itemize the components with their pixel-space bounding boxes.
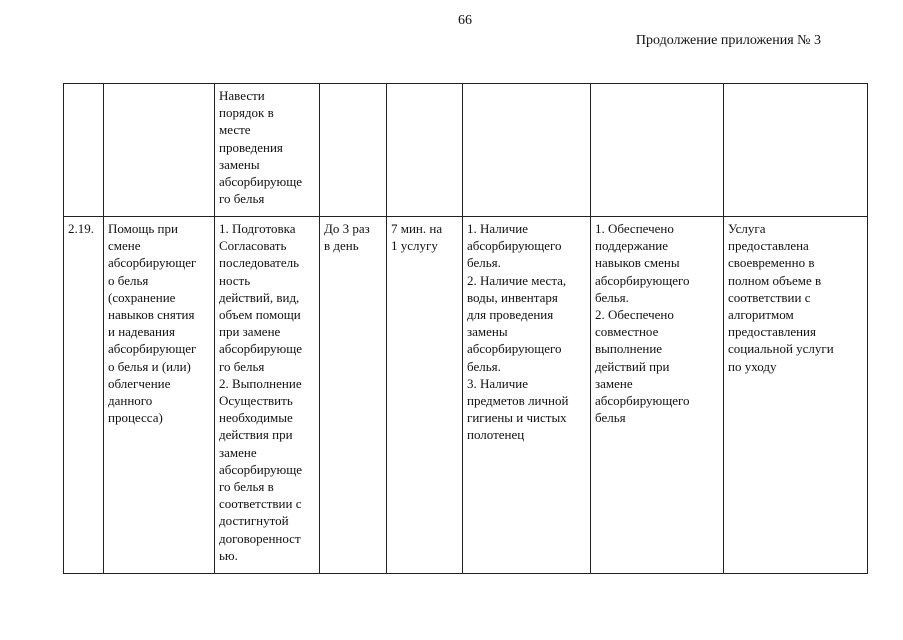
appendix-continuation-note: Продолжение приложения № 3 [635,33,821,48]
table-cell [387,84,463,217]
service-table [63,83,868,574]
table-row [64,217,868,574]
page-number: 66 [458,13,472,28]
table-row [64,84,868,217]
table-cell [463,84,591,217]
table-cell [320,84,387,217]
table-cell [64,84,104,217]
results-cell: 1. Обеспечено поддержание навыков смены абсорбирующего белья. 2. Обеспечено совместное выполнение действий при замене абсорбирующего белья [591,217,724,574]
row-number-cell: 2.19. [64,217,104,574]
table-cell [104,84,215,217]
actions-cell: 1. Подготовка Согласовать последователь ность действий, вид, объем помощи при замене абсорбирующе го белья 2. Выполнение Осуществить необходимые действия при замене абсорбирующе го белья в соответствии с достигнутой договоренност ью. [215,217,320,574]
evaluation-cell: Услуга предоставлена своевременно в полном объеме в соответствии с алгоритмом предоставления социальной услуги по уходу [724,217,868,574]
duration-cell: 7 мин. на 1 услугу [387,217,463,574]
table-cell [591,84,724,217]
table-cell: Навести порядок в месте проведения замены абсорбирующе го белья [215,84,320,217]
conditions-cell: 1. Наличие абсорбирующего белья. 2. Наличие места, воды, инвентаря для проведения замены абсорбирующего белья. 3. Наличие предметов личной гигиены и чистых полотенец [463,217,591,574]
table-cell [724,84,868,217]
frequency-cell: До 3 раз в день [320,217,387,574]
service-name-cell: Помощь при смене абсорбирующег о белья (сохранение навыков снятия и надевания абсорбирующег о белья и (или) облегчение данного процесса) [104,217,215,574]
